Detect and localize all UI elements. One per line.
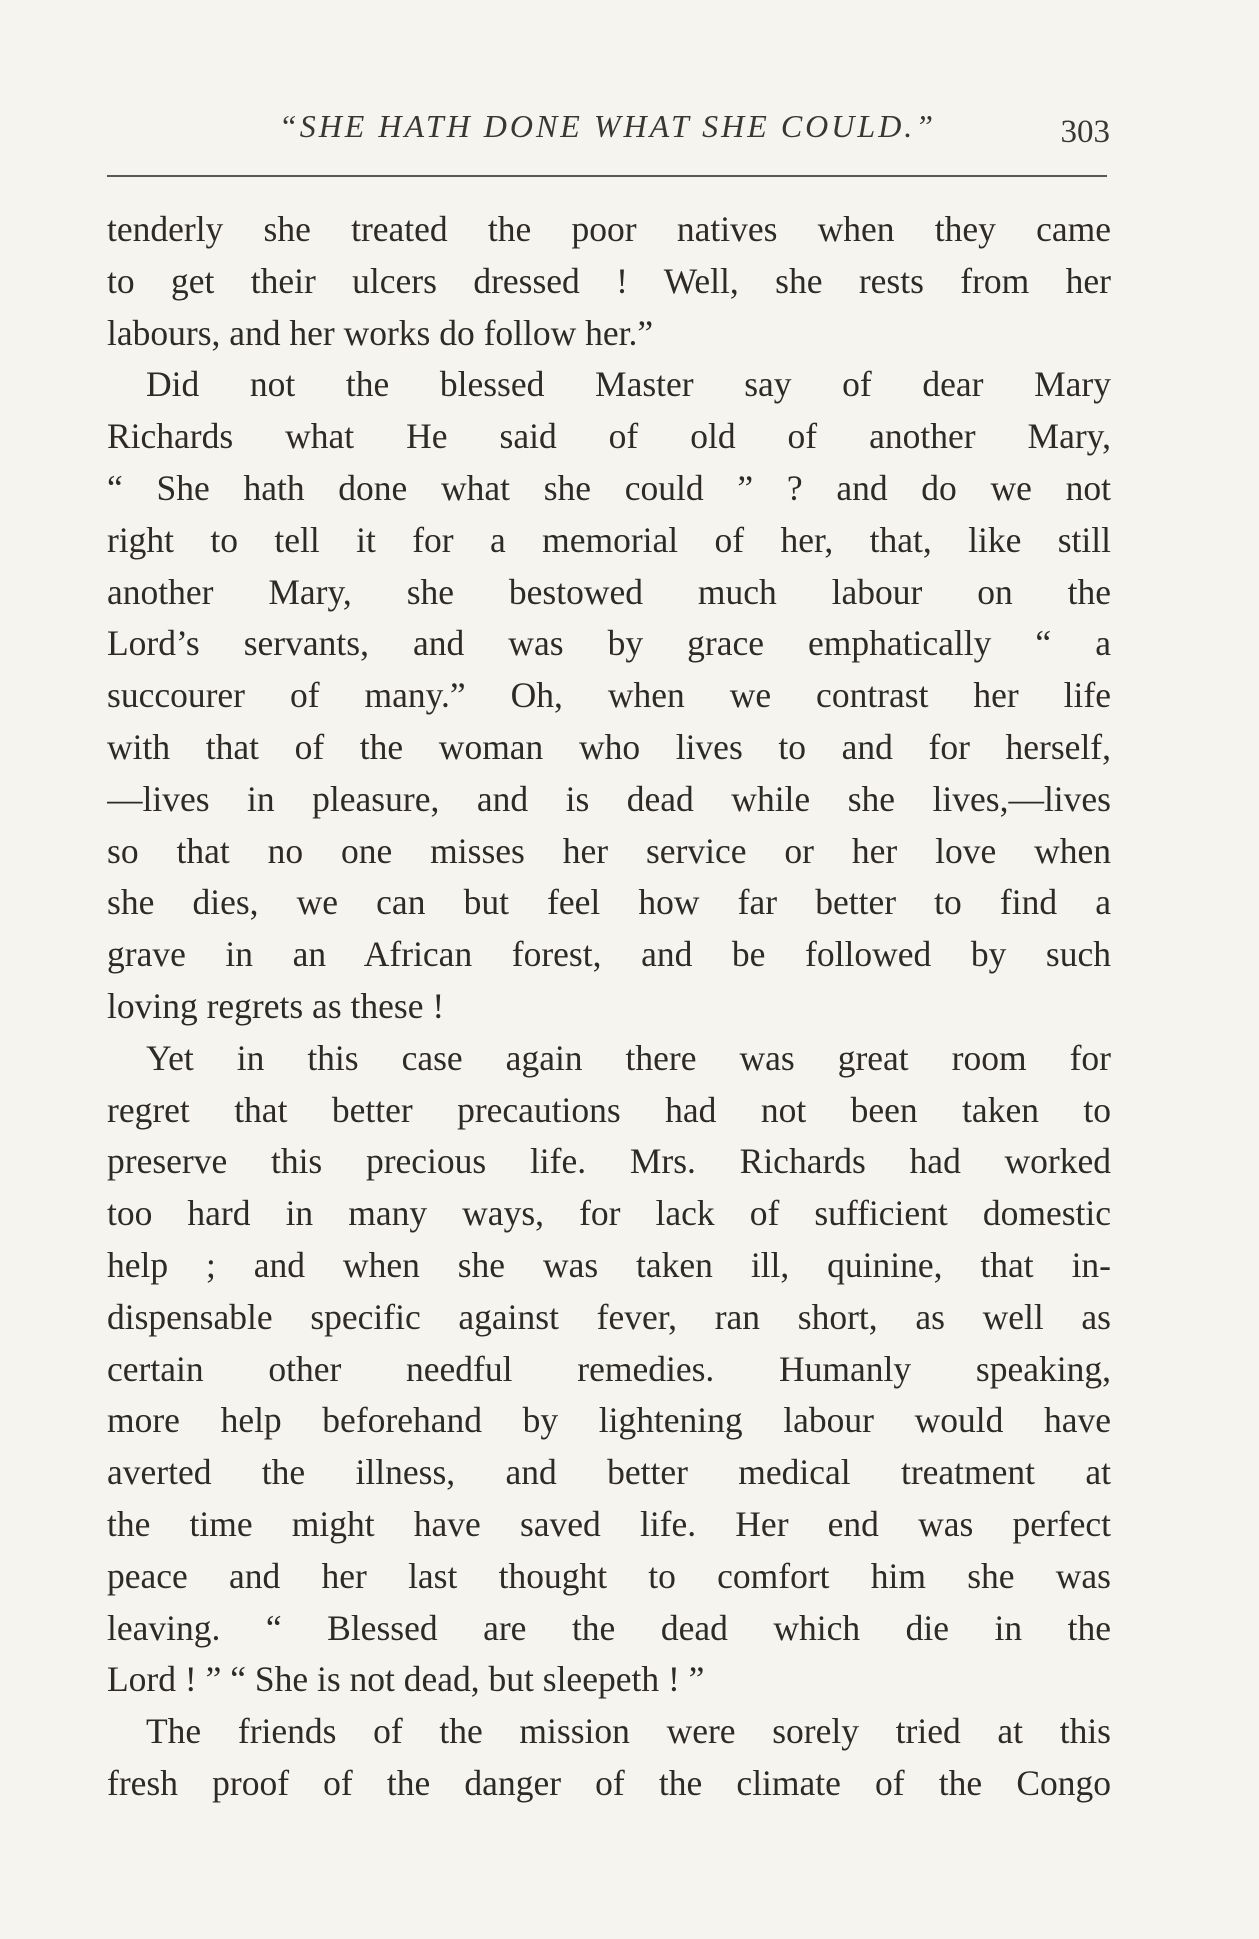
text-line: The friends of the mission were sorely tried at this (146, 1711, 1111, 1752)
text-line: “ She hath done what she could ” ? and do we not (107, 467, 1111, 508)
text-line: dispensable specific against fever, ran short, as well as (107, 1296, 1111, 1337)
text-line: Yet in this case again there was great room for (146, 1037, 1111, 1078)
text-line: peace and her last thought to comfort him she was (107, 1555, 1111, 1596)
text-line: another Mary, she bestowed much labour on the (107, 571, 1111, 612)
running-head (105, 100, 1110, 160)
text-line: Lord’s servants, and was by grace emphatically “ a (107, 623, 1111, 664)
text-line: labours, and her works do follow her.” (107, 312, 654, 353)
text-line: help ; and when she was taken ill, quinine, that in- (107, 1244, 1111, 1285)
text-line: leaving. “ Blessed are the dead which die in the (107, 1607, 1111, 1648)
text-line: loving regrets as these ! (107, 985, 445, 1026)
text-line: with that of the woman who lives to and for herself, (107, 726, 1111, 767)
text-line: to get their ulcers dressed ! Well, she rests from her (107, 260, 1111, 301)
text-line: succourer of many.” Oh, when we contrast her life (107, 675, 1111, 716)
text-line: certain other needful remedies. Humanly speaking, (107, 1348, 1111, 1389)
text-line: Richards what He said of old of another Mary, (107, 416, 1111, 457)
text-line: regret that better precautions had not been taken to (107, 1089, 1111, 1130)
text-line: right to tell it for a memorial of her, that, like still (107, 519, 1111, 560)
text-line: more help beforehand by lightening labour would have (107, 1400, 1111, 1441)
text-line: grave in an African forest, and be followed by such (107, 934, 1111, 975)
page-number: 303 (1060, 114, 1110, 150)
header-rule (107, 175, 1107, 177)
text-line: too hard in many ways, for lack of sufficient domestic (107, 1193, 1111, 1234)
text-line: averted the illness, and better medical treatment at (107, 1452, 1111, 1493)
text-line: preserve this precious life. Mrs. Richards had worked (107, 1141, 1111, 1182)
body-text (107, 204, 1111, 1810)
running-title: “SHE HATH DONE WHAT SHE COULD.” (278, 108, 937, 144)
text-line: Did not the blessed Master say of dear Mary (146, 364, 1111, 405)
text-line: so that no one misses her service or her love when (107, 830, 1111, 871)
text-line: Lord ! ” “ She is not dead, but sleepeth ! ” (107, 1659, 705, 1700)
text-line: she dies, we can but feel how far better to find a (107, 882, 1111, 923)
text-line: —lives in pleasure, and is dead while she lives,—lives (107, 778, 1111, 819)
text-line: tenderly she treated the poor natives when they came (107, 209, 1111, 249)
text-line: fresh proof of the danger of the climate of the Congo (107, 1762, 1111, 1803)
text-line: the time might have saved life. Her end was perfect (107, 1503, 1111, 1544)
